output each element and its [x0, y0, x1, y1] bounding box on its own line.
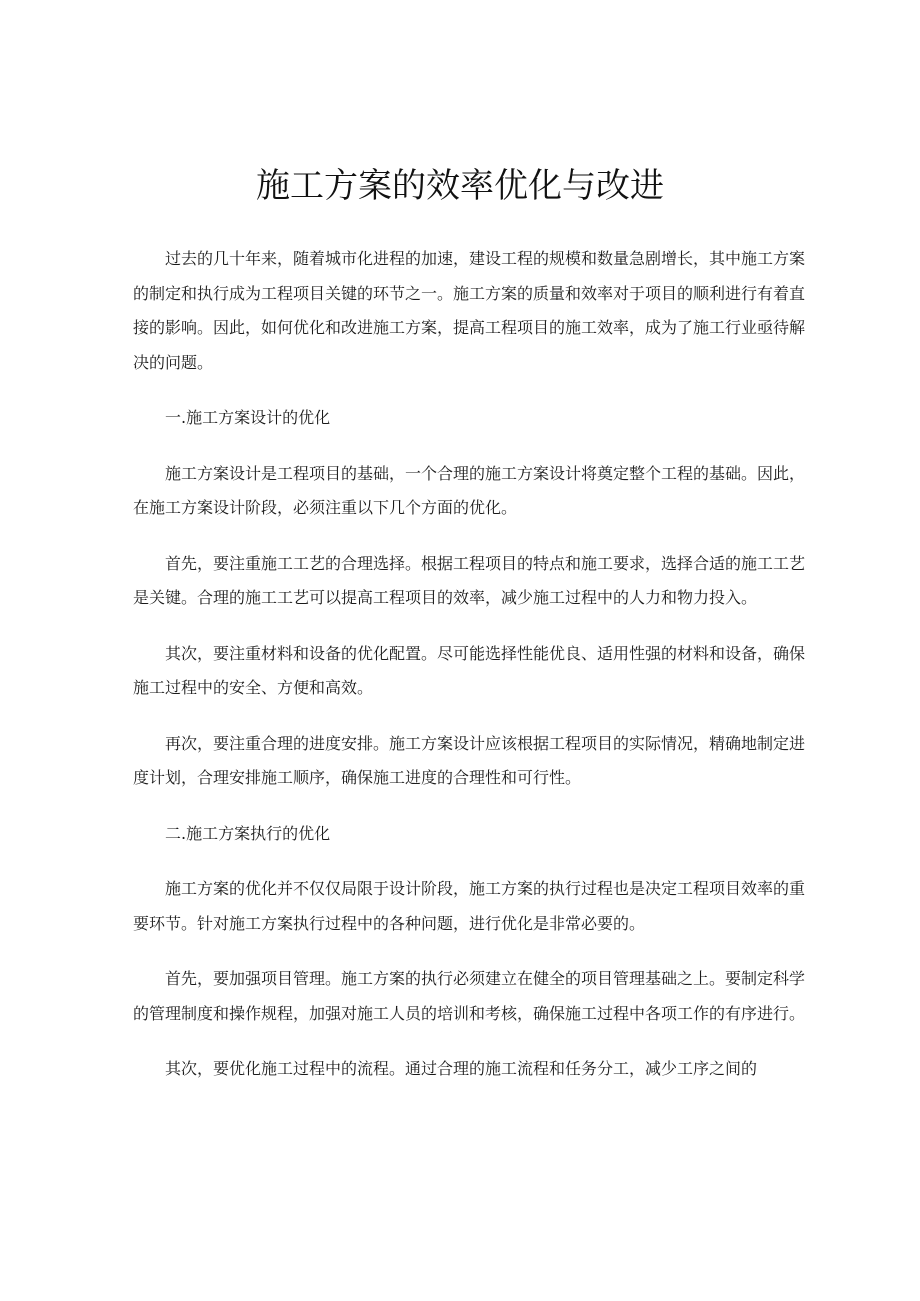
section-heading-execution: 二.施工方案执行的优化 — [165, 823, 331, 843]
paragraph-execution-workflow: 其次，要优化施工过程中的流程。通过合理的施工流程和任务分工，减少工序之间的 — [165, 1059, 758, 1078]
document-body — [133, 242, 805, 1108]
section-heading-design: 一.施工方案设计的优化 — [165, 408, 331, 427]
paragraph-design-materials: 其次，要注重材料和设备的优化配置。尽可能选择性能优良、适用性强的材料和设备，确保施工过程中的安全、方便和高效。 — [133, 643, 806, 697]
paragraph-design-process: 首先，要注重施工工艺的合理选择。根据工程项目的特点和施工要求，选择合适的施工工艺是关键。合理的施工工艺可以提高工程项目的效率，减少施工过程中的人力和物力投入。 — [133, 553, 806, 607]
paragraph-design-schedule: 再次，要注重合理的进度安排。施工方案设计应该根据工程项目的实际情况，精确地制定进度计划，合理安排施工顺序，确保施工进度的合理性和可行性。 — [133, 733, 806, 787]
document-title: 施工方案的效率优化与改进 — [256, 166, 664, 206]
paragraph-execution-management: 首先，要加强项目管理。施工方案的执行必须建立在健全的项目管理基础之上。要制定科学的管理制度和操作规程，加强对施工人员的培训和考核，确保施工过程中各项工作的有序进行。 — [133, 969, 806, 1023]
paragraph-intro: 过去的几十年来，随着城市化进程的加速，建设工程的规模和数量急剧增长，其中施工方案的制定和执行成为工程项目关键的环节之一。施工方案的质量和效率对于项目的顺利进行有着直接的影响。因此，如何优化和改进施工方案，提高工程项目的施工效率，成为了施工行业亟待解决的问题。 — [133, 249, 806, 372]
paragraph-design-intro: 施工方案设计是工程项目的基础，一个合理的施工方案设计将奠定整个工程的基础。因此，在施工方案设计阶段，必须注重以下几个方面的优化。 — [133, 463, 806, 517]
paragraph-execution-intro: 施工方案的优化并不仅仅局限于设计阶段，施工方案的执行过程也是决定工程项目效率的重要环节。针对施工方案执行过程中的各种问题，进行优化是非常必要的。 — [133, 879, 806, 933]
